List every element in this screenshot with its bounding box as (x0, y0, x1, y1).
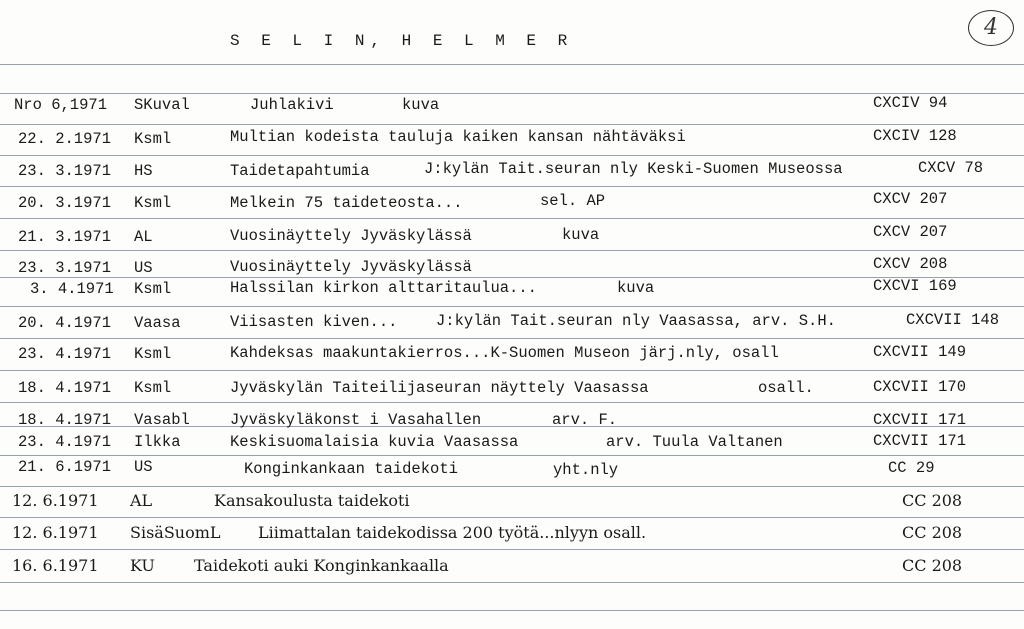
entry-title: Jyväskyläkonst i Vasahallen (230, 411, 482, 429)
entry-title: Kansakoulusta taidekoti (214, 491, 410, 510)
entry-source: AL (134, 228, 153, 246)
entry-source: AL (130, 491, 153, 510)
entry-title: Kahdeksas maakuntakierros...K-Suomen Museon järj.nly, osall (230, 344, 779, 362)
entry-note: osall. (758, 379, 814, 397)
ruled-line (0, 93, 1024, 94)
page-number-circled: 4 (968, 10, 1014, 46)
ruled-line (0, 124, 1024, 125)
entry-date: 23. 4.1971 (18, 345, 112, 363)
entry-date: 21. 6.1971 (18, 458, 112, 476)
entry-date: 12. 6.1971 (12, 491, 99, 510)
entry-date: 23. 4.1971 (18, 433, 112, 451)
entry-note: kuva (562, 226, 600, 244)
entry-ref: CXCVII 171 (873, 432, 967, 450)
entry-source: KU (130, 556, 155, 575)
entry-ref: CXCV 207 (873, 190, 948, 208)
entry-note: J:kylän Tait.seuran nly Vaasassa, arv. S.H. (436, 312, 836, 330)
entry-note: sel. AP (540, 192, 606, 210)
ruled-line (0, 370, 1024, 371)
entry-title: Liimattalan taidekodissa 200 työtä...nlyyn osall. (258, 523, 647, 542)
entry-date: 22. 2.1971 (18, 130, 112, 148)
entry-date: 20. 3.1971 (18, 194, 112, 212)
ruled-line (0, 549, 1024, 550)
ruled-line (0, 402, 1024, 403)
entry-source: Ksml (134, 345, 172, 363)
entry-ref: CXCVII 171 (873, 411, 967, 429)
entry-date: Nro 6,1971 (14, 96, 108, 114)
ruled-line (0, 582, 1024, 583)
entry-title: Jyväskylän Taiteilijaseuran näyttely Vaasassa (230, 379, 649, 397)
entry-title: Vuosinäyttely Jyväskylässä (230, 227, 472, 245)
entry-ref: CC 208 (902, 523, 963, 542)
entry-date: 21. 3.1971 (18, 228, 112, 246)
entry-date: 23. 3.1971 (18, 259, 112, 277)
entry-title: Konginkankaan taidekoti (244, 460, 458, 478)
entry-note: kuva (402, 96, 440, 114)
ruled-line (0, 64, 1024, 65)
entry-date: 12. 6.1971 (12, 523, 99, 542)
entry-ref: CXCIV 94 (873, 94, 948, 112)
entry-title: Taidetapahtumia (230, 162, 370, 180)
ruled-line (0, 306, 1024, 307)
entry-ref: CXCV 207 (873, 223, 948, 241)
entry-note: kuva (617, 279, 655, 297)
entry-source: SisäSuomL (130, 523, 221, 542)
entry-source: Vasabl (134, 411, 190, 429)
entry-ref: CXCVII 149 (873, 343, 967, 361)
entry-date: 20. 4.1971 (18, 314, 112, 332)
ruled-line (0, 338, 1024, 339)
entry-note: yht.nly (553, 461, 619, 479)
entry-ref: CXCVII 148 (906, 311, 1000, 329)
entry-date: 23. 3.1971 (18, 162, 112, 180)
entry-title: Melkein 75 taideteosta... (230, 194, 463, 212)
entry-ref: CXCVI 169 (873, 277, 957, 295)
entry-note: arv. Tuula Valtanen (606, 433, 783, 451)
entry-date: 18. 4.1971 (18, 411, 112, 429)
ruled-line (0, 277, 1024, 278)
entry-source: Ksml (134, 280, 172, 298)
entry-title: Vuosinäyttely Jyväskylässä (230, 258, 472, 276)
entry-date: 3. 4.1971 (30, 280, 114, 298)
entry-note: J:kylän Tait.seuran nly Keski-Suomen Museossa (424, 160, 843, 178)
ruled-line (0, 186, 1024, 187)
entry-ref: CXCVII 170 (873, 378, 967, 396)
ruled-line (0, 486, 1024, 487)
entry-ref: CXCIV 128 (873, 127, 957, 145)
entry-title: Viisasten kiven... (230, 313, 398, 331)
entry-source: SKuval (134, 96, 190, 114)
entry-date: 18. 4.1971 (18, 379, 112, 397)
entry-title: Keskisuomalaisia kuvia Vaasassa (230, 433, 519, 451)
entry-title: Taidekoti auki Konginkankaalla (194, 556, 449, 575)
entry-ref: CXCV 208 (873, 255, 948, 273)
entry-note: arv. F. (552, 411, 618, 429)
ruled-line (0, 455, 1024, 456)
entry-source: US (134, 259, 153, 277)
ruled-line (0, 155, 1024, 156)
entry-title: Multian kodeista tauluja kaiken kansan nähtäväksi (230, 128, 686, 146)
ruled-line (0, 250, 1024, 251)
entry-source: Vaasa (134, 314, 181, 332)
entry-title: Juhlakivi (250, 96, 334, 114)
entry-ref: CC 208 (902, 556, 963, 575)
entry-ref: CC 29 (888, 459, 935, 477)
entry-source: Ksml (134, 130, 172, 148)
entry-date: 16. 6.1971 (12, 556, 99, 575)
ruled-line (0, 517, 1024, 518)
entry-source: HS (134, 162, 153, 180)
ruled-line (0, 218, 1024, 219)
entry-ref: CC 208 (902, 491, 963, 510)
card-header-name: S E L I N, H E L M E R (230, 32, 574, 50)
entry-source: US (134, 458, 153, 476)
entry-source: Ksml (134, 194, 172, 212)
ruled-line (0, 610, 1024, 611)
entry-source: Ksml (134, 379, 172, 397)
entry-source: Ilkka (134, 433, 181, 451)
entry-title: Halssilan kirkon alttaritaulua... (230, 279, 537, 297)
entry-ref: CXCV 78 (918, 159, 984, 177)
